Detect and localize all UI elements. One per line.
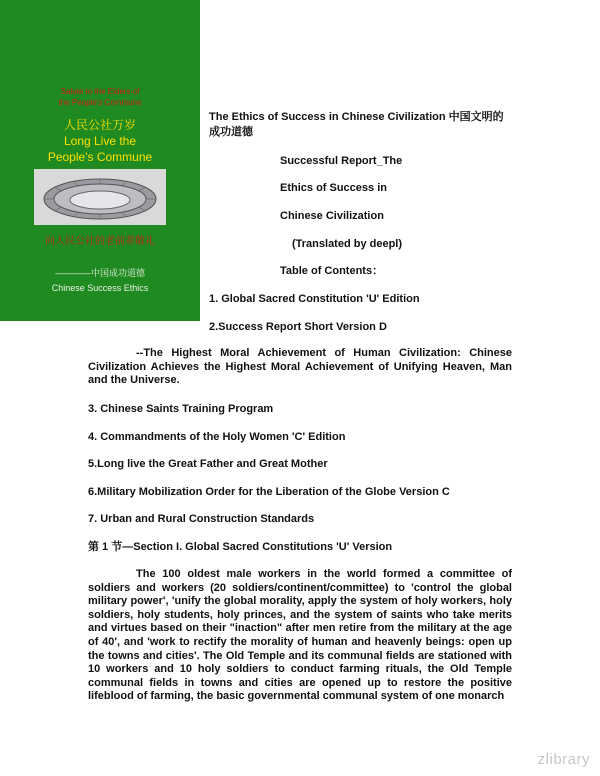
document-title-block <box>209 110 514 140</box>
toc-item-6: 6.Military Mobilization Order for the Liberation of the Globe Version C <box>88 486 450 498</box>
stadium-image <box>34 169 166 225</box>
document-title: The Ethics of Success in Chinese Civilization 中国文明的成功道德 <box>209 111 504 138</box>
cover-title-en: Long Live the People's Commune <box>47 134 153 164</box>
toc-label: Table of Contents： <box>280 265 384 277</box>
toc-item-5: 5.Long live the Great Father and Great Mother <box>88 458 328 470</box>
section-paragraph: The 100 oldest male workers in the world formed a committee of soldiers and workers (20 soldiers/continent/committee) to 'control the global military power', 'unify the global morality, apply the system of holy workers, holy soldiers, holy students, holy princes, and the system of saints who take merits and virtues based on their "inaction" after men retire from the military at the age of 40', and 'work to rectify the morality of human and heavenly beings: open up the towns and cities'. The Old Temple and its communal fields are stationed with 10 workers and 10 holy soldiers to conduct farming rituals, the Old Temple communal fields in towns and cities are opened up to restore the positive lifeblood of farming, the basic governmental communal system of one monarch <box>88 568 512 703</box>
report-title-line-1: Successful Report_The <box>280 155 403 167</box>
toc-item-4: 4. Commandments of the Holy Women 'C' Edition <box>88 431 346 443</box>
cover-red-caption: 向人民公社的老前辈敬礼 <box>45 236 155 247</box>
book-cover <box>0 0 200 321</box>
cover-signature-en: Chinese Success Ethics <box>51 283 149 293</box>
toc-item-2-subtitle: --The Highest Moral Achievement of Human Civilization: Chinese Civilization Achieves the Highest Moral Achievement of Unifying Heaven, Man and the Universe. <box>88 347 512 387</box>
translation-note: (Translated by deepl) <box>292 238 403 250</box>
report-title-line-3: Chinese Civilization <box>280 210 384 222</box>
toc-item-3: 3. Chinese Saints Training Program <box>88 403 274 415</box>
cover-title-cn: 人民公社万岁 <box>63 118 136 132</box>
toc-item-2: 2.Success Report Short Version D <box>209 321 387 333</box>
cover-salute: Salute to the Elders of the People's Commune <box>58 87 142 107</box>
toc-item-7: 7. Urban and Rural Construction Standards <box>88 513 315 525</box>
toc-item-1: 1. Global Sacred Constitution 'U' Edition <box>209 293 420 305</box>
zlibrary-watermark: zlibrary <box>537 751 590 768</box>
section-heading: 第 1 节—Section I. Global Sacred Constitutions 'U' Version <box>88 541 393 553</box>
report-title-line-2: Ethics of Success in <box>280 182 387 194</box>
cover-signature-cn: ————中国成功道德 <box>54 268 145 278</box>
